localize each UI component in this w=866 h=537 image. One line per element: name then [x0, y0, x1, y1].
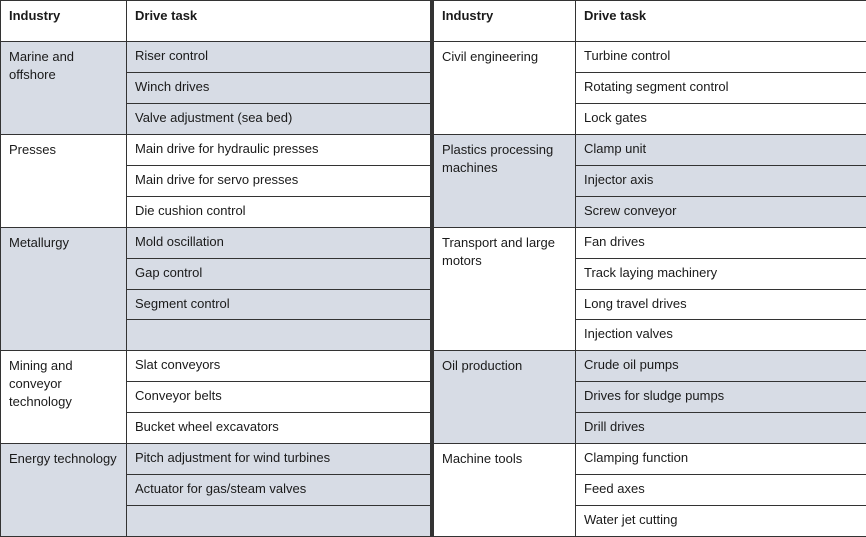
table-row [434, 444, 866, 475]
drive-task-cell: Screw conveyor [576, 196, 866, 227]
header-drive-task: Drive task [576, 1, 866, 42]
drive-task-cell: Lock gates [576, 103, 866, 134]
drive-task-cell: Riser control [127, 42, 431, 73]
drive-task-cell: Feed axes [576, 475, 866, 506]
drive-task-cell: Drives for sludge pumps [576, 382, 866, 413]
drive-task-cell: Conveyor belts [127, 382, 431, 413]
drive-task-cell [127, 320, 431, 351]
industry-cell: Marine and offshore [1, 42, 127, 135]
drive-task-cell: Gap control [127, 258, 431, 289]
drive-task-cell: Drill drives [576, 413, 866, 444]
table-right-half [433, 0, 866, 537]
header-industry: Industry [1, 1, 127, 42]
drive-task-cell: Pitch adjustment for wind turbines [127, 444, 431, 475]
table-row [1, 444, 431, 475]
drive-task-cell: Segment control [127, 289, 431, 320]
drive-task-cell: Track laying machinery [576, 258, 866, 289]
drive-task-cell: Clamp unit [576, 134, 866, 165]
header-row [1, 1, 431, 42]
table-row [1, 42, 431, 73]
table-row [434, 134, 866, 165]
table-body-right [434, 42, 866, 537]
table-row [434, 351, 866, 382]
industry-cell: Presses [1, 134, 127, 227]
drive-task-cell: Winch drives [127, 72, 431, 103]
table-body-left [1, 42, 431, 537]
industry-cell: Mining and conveyor technology [1, 351, 127, 444]
header-row [434, 1, 866, 42]
drive-task-cell: Mold oscillation [127, 227, 431, 258]
table-row [1, 351, 431, 382]
drive-task-cell: Injector axis [576, 165, 866, 196]
drive-task-cell: Die cushion control [127, 196, 431, 227]
table-left-half [0, 0, 431, 537]
industry-cell: Civil engineering [434, 42, 576, 135]
drive-task-cell: Fan drives [576, 227, 866, 258]
drive-task-cell: Turbine control [576, 42, 866, 73]
drive-task-cell: Valve adjustment (sea bed) [127, 103, 431, 134]
table-row [434, 42, 866, 73]
table-row [1, 227, 431, 258]
header-industry: Industry [434, 1, 576, 42]
drive-task-cell: Main drive for servo presses [127, 165, 431, 196]
drive-task-cell: Crude oil pumps [576, 351, 866, 382]
industry-cell: Metallurgy [1, 227, 127, 351]
drive-task-cell: Long travel drives [576, 289, 866, 320]
industry-cell: Plastics processing machines [434, 134, 576, 227]
drive-task-cell: Injection valves [576, 320, 866, 351]
drive-task-cell: Clamping function [576, 444, 866, 475]
drive-task-cell: Bucket wheel excavators [127, 413, 431, 444]
header-drive-task: Drive task [127, 1, 431, 42]
industry-cell: Transport and large motors [434, 227, 576, 351]
drive-task-cell: Water jet cutting [576, 506, 866, 537]
industry-cell: Energy technology [1, 444, 127, 537]
table-row [1, 134, 431, 165]
industry-cell: Oil production [434, 351, 576, 444]
drive-task-cell: Slat conveyors [127, 351, 431, 382]
drive-task-cell: Actuator for gas/steam valves [127, 475, 431, 506]
industry-cell: Machine tools [434, 444, 576, 537]
drive-task-cell [127, 506, 431, 537]
drive-task-cell: Rotating segment control [576, 72, 866, 103]
table-row [434, 227, 866, 258]
drive-task-cell: Main drive for hydraulic presses [127, 134, 431, 165]
